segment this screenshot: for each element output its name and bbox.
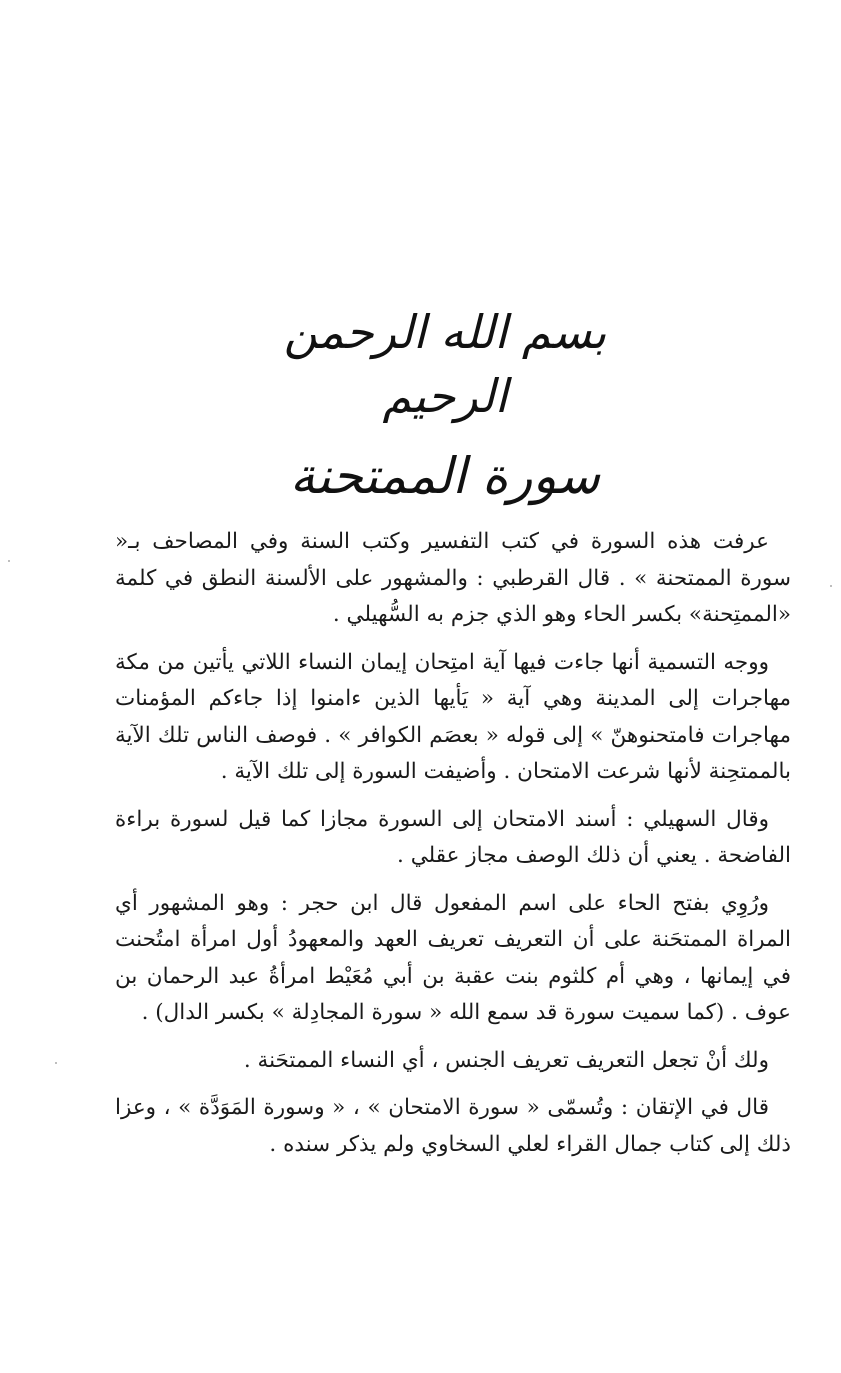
basmala-heading: بسم الله الرحمن الرحيم [283,305,607,423]
surah-title: سورة الممتحنة [289,447,601,505]
paragraph-suhayli: وقال السهيلي : أسند الامتحان إلى السورة مجازا كما قيل لسورة براءة الفاضحة . يعني أن ذلك الوصف مجاز عقلي . [115,806,791,868]
chapter-header [260,300,630,518]
paragraph-ibn-hajar: ورُوِي بفتح الحاء على اسم المفعول قال ابن حجر : وهو المشهور أي المراة الممتحَنة على أن التعريف تعريف العهد والمعهودُ أول امرأة امتُحنت في إيمانها ، وهي أم كلثوم بنت عقبة بن أبي مُعَيْط امرأةُ عبد الرحمان بن عوف . (كما سميت سورة قد سمع الله « سورة المجادِلة » بكسر الدال) . [115,890,791,1025]
paragraph-reason: ووجه التسمية أنها جاءت فيها آية امتِحان إيمان النساء اللاتي يأتين من مكة مهاجرات إلى المدينة وهي آية « يَأيها الذين ءامنوا إذا جاءكم المؤمنات مهاجرات فامتحنوهنّ » إلى قوله « بعصَم الكوافر » . فوصف الناس تلك الآية بالممتحِنة لأنها شرعت الامتحان . وأضيفت السورة إلى تلك الآية . [115,649,791,784]
paragraph-naming: عرفت هذه السورة في كتب التفسير وكتب السنة وفي المصاحف بـ« سورة الممتحنة » . قال القرطبي : والمشهور على الألسنة النطق في كلمة «الممتِحنة» بكسر الحاء وهو الذي جزم به السُّهيلي . [115,529,791,627]
paragraph-genus: ولك أنْ تجعل التعريف تعريف الجنس ، أي النساء الممتحَنة . [243,1047,769,1073]
scan-speck [830,585,832,587]
body-text [115,524,791,1174]
paragraph-itqan: قال في الإتقان : وتُسمّى « سورة الامتحان » ، « وسورة المَوَدَّة » ، وعزا ذلك إلى كتاب جمال القراء لعلي السخاوي ولم يذكر سنده . [115,1095,791,1157]
scan-speck [8,560,10,562]
scan-speck [55,1062,57,1064]
